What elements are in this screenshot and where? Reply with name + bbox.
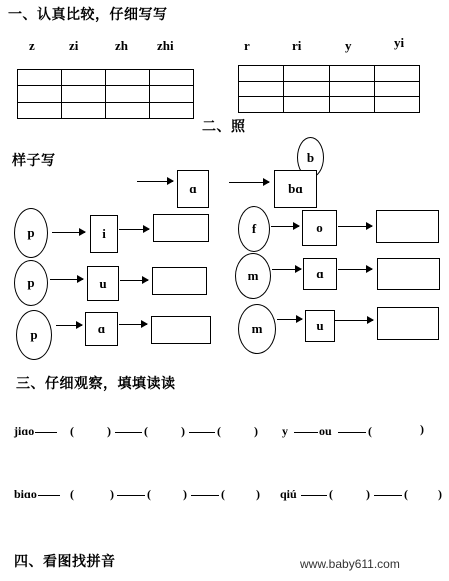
section2-title: 二、照 bbox=[202, 119, 246, 135]
paren-open: ( bbox=[404, 487, 408, 501]
dash-line bbox=[338, 432, 366, 433]
final-label: u bbox=[99, 275, 107, 291]
dash-line bbox=[294, 432, 318, 433]
answer-box[interactable] bbox=[376, 210, 439, 243]
final-label: o bbox=[316, 220, 323, 235]
section4-title: 四、看图找拼音 bbox=[14, 554, 116, 570]
example-result-box bbox=[274, 170, 317, 208]
section1-title: 一、认真比较，仔细写写 bbox=[8, 7, 168, 23]
arrow bbox=[229, 182, 269, 183]
dash-line bbox=[117, 495, 145, 496]
initial-circle bbox=[238, 304, 276, 354]
watermark: www.baby611.com bbox=[300, 557, 400, 571]
arrow bbox=[119, 229, 149, 230]
arrow bbox=[52, 232, 85, 233]
letter-yi: yi bbox=[394, 35, 405, 50]
arrow bbox=[119, 324, 147, 325]
paren-open: ( bbox=[217, 424, 221, 438]
arrow bbox=[335, 320, 373, 321]
paren-close: ) bbox=[256, 487, 260, 501]
writing-grid-left[interactable] bbox=[17, 69, 194, 119]
initial-label: f bbox=[251, 221, 257, 236]
arrow bbox=[338, 226, 372, 227]
paren-close: ) bbox=[107, 424, 111, 438]
final-box bbox=[305, 310, 335, 342]
writing-grid-right[interactable] bbox=[238, 65, 420, 113]
example-final: ɑ bbox=[189, 181, 197, 196]
letter-zi: zi bbox=[69, 38, 79, 53]
paren-open: ( bbox=[144, 424, 148, 438]
initial-label: p bbox=[27, 225, 35, 240]
paren-close: ) bbox=[183, 487, 187, 501]
example-result: bɑ bbox=[288, 181, 303, 196]
initial-circle bbox=[16, 310, 52, 360]
answer-box[interactable] bbox=[152, 267, 207, 295]
final-label: ɑ bbox=[316, 266, 324, 281]
dash-line bbox=[191, 495, 219, 496]
answer-box[interactable] bbox=[377, 307, 439, 340]
initial-label: p bbox=[30, 327, 38, 342]
answer-box[interactable] bbox=[377, 258, 440, 290]
paren-open: ( bbox=[70, 424, 74, 438]
initial-circle bbox=[235, 253, 271, 299]
arrow bbox=[137, 181, 173, 182]
sequence-row-2 bbox=[14, 487, 61, 502]
letter-r: r bbox=[244, 38, 250, 53]
sequence-row-1 bbox=[14, 424, 58, 439]
final-box bbox=[302, 210, 337, 246]
paren-close: ) bbox=[438, 487, 442, 501]
dash-line bbox=[301, 495, 327, 496]
syllable-biao: biɑo bbox=[14, 487, 37, 501]
paren-open: ( bbox=[329, 487, 333, 501]
dash-line bbox=[189, 432, 215, 433]
letter-ri: ri bbox=[292, 38, 302, 53]
paren-close: ) bbox=[366, 487, 370, 501]
final-box bbox=[87, 266, 119, 301]
paren-close: ) bbox=[110, 487, 114, 501]
final-label: u bbox=[316, 318, 324, 333]
section3-title: 三、仔细观察，填填读读 bbox=[16, 376, 176, 392]
paren-close: ) bbox=[254, 424, 258, 438]
initial-label: p bbox=[27, 275, 35, 290]
syllable-jiao: jiɑo bbox=[14, 424, 35, 438]
arrow bbox=[277, 319, 302, 320]
syllable-qiu: qiú bbox=[280, 487, 297, 501]
initial-circle bbox=[238, 206, 270, 252]
dash-line bbox=[115, 432, 142, 433]
final-box bbox=[85, 312, 118, 346]
letter-y: y bbox=[345, 38, 352, 53]
section2-subtitle: 样子写 bbox=[12, 153, 56, 169]
final-box bbox=[303, 258, 337, 290]
paren-open: ( bbox=[70, 487, 74, 501]
paren-open: ( bbox=[368, 424, 372, 438]
final-label: ɑ bbox=[97, 321, 106, 336]
initial-circle bbox=[14, 260, 48, 306]
arrow bbox=[50, 279, 83, 280]
paren-open: ( bbox=[221, 487, 225, 501]
initial-label: m bbox=[251, 321, 263, 336]
initial-circle bbox=[14, 208, 48, 258]
letter-zh: zh bbox=[115, 38, 128, 53]
syllable-y: y bbox=[282, 424, 288, 438]
paren-close: ) bbox=[181, 424, 185, 438]
example-final-box bbox=[177, 170, 209, 208]
syllable-ou: ou bbox=[319, 424, 332, 438]
arrow bbox=[271, 226, 299, 227]
arrow bbox=[56, 325, 82, 326]
initial-label: m bbox=[247, 268, 259, 283]
letter-zhi: zhi bbox=[157, 38, 174, 53]
paren-open: ( bbox=[147, 487, 151, 501]
example-initial: b bbox=[306, 149, 315, 165]
arrow bbox=[272, 269, 301, 270]
answer-box[interactable] bbox=[153, 214, 209, 242]
answer-box[interactable] bbox=[151, 316, 211, 344]
final-box bbox=[90, 215, 118, 253]
arrow bbox=[338, 269, 372, 270]
final-label: i bbox=[102, 226, 106, 241]
dash-line bbox=[374, 495, 402, 496]
paren-close: ) bbox=[420, 422, 424, 436]
arrow bbox=[120, 280, 148, 281]
letter-z: z bbox=[29, 38, 35, 53]
